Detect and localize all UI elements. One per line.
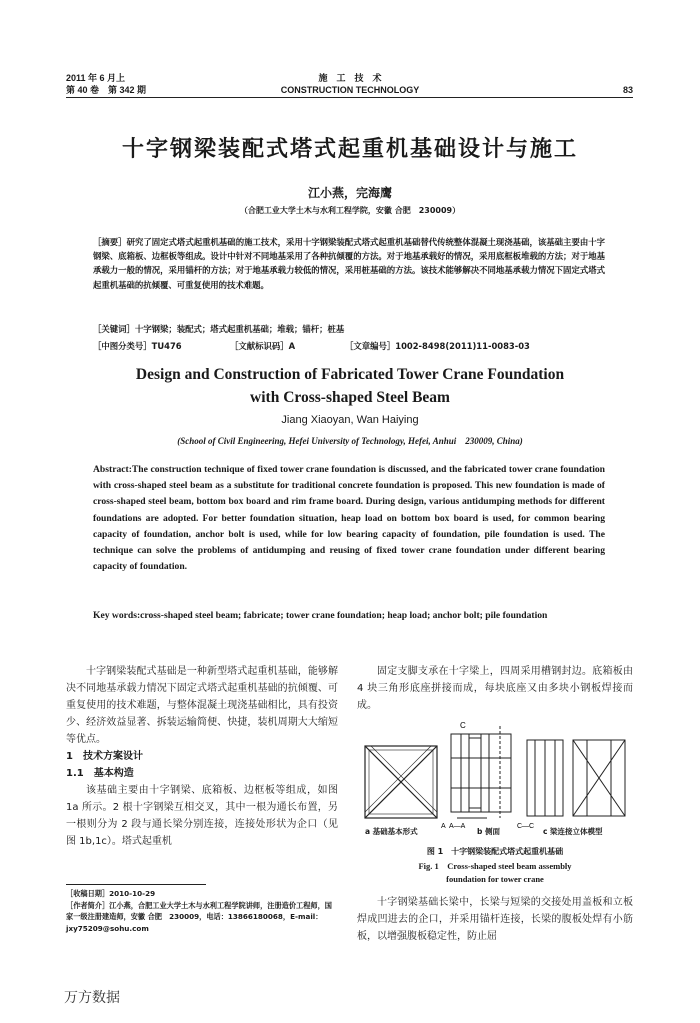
keywords-en-label: Key words: bbox=[93, 610, 141, 621]
figure-caption-en-1: Fig. 1 Cross-shaped steel beam assembly bbox=[418, 861, 572, 871]
body-right-paragraph-1: 固定支脚支承在十字梁上，四周采用槽钢封边。底箱板由 4 块三角形底座拼接而成，每块底座又由多块小钢板焊接而成。 bbox=[357, 666, 633, 711]
header-rule bbox=[66, 97, 633, 98]
mark-aa: A—A bbox=[449, 823, 466, 830]
figure-caption-cn: 图 1 十字钢梁装配式塔式起重机基础 bbox=[426, 847, 564, 856]
figure-caption-en-2: foundation for tower crane bbox=[446, 874, 544, 884]
header-volume: 第 40 卷 第 342 期 bbox=[66, 85, 147, 95]
keywords-en bbox=[93, 608, 605, 624]
keywords-cn: ［关键词］十字钢梁；装配式；塔式起重机基础；堆载；锚杆；桩基 bbox=[93, 324, 345, 334]
abstract-en-label: Abstract: bbox=[93, 464, 132, 475]
footnote-rule bbox=[66, 884, 206, 885]
body-paragraph-2: 该基础主要由十字钢梁、底箱板、边框板等组成，如图 1a 所示。2 根十字钢梁互相交叉，其中一根为通长布置，另一根则分为 2 段与通长梁分别连接，连接处形状为企口（见图 1b,1c）。塔式起重机 bbox=[66, 785, 338, 847]
body-intro: 十字钢梁装配式基础是一种新型塔式起重机基础，能够解决不同地基承载力情况下固定式塔式起重机基础的抗倾覆、可重复使用的技术难题，与整体混凝土现浇基础相比，具有投资少、经济效益显著、拆装运输简便、快捷，装机周期大大缩短等优点。 bbox=[66, 666, 338, 745]
page-number: 83 bbox=[622, 85, 633, 95]
abstract-en-text: The construction technique of fixed tower crane foundation is discussed, and the fabricated tower crane foundation with cross-shaped steel beam as a substitute for traditional concrete foundation is proposed. This new foundation is made of cross-shaped steel beam, bottom box board and rim frame board. During design, various antidumping methods for different foundations are adopted. For better foundation situation, heap load on bottom box board is used, for common bearing capacity of foundation, anchor bolt is used, while for low bearing capacity of foundation, pile foundation is used. The technique can solve the problems of antidumping and reusing of fixed tower crane foundation under different bearing capacity of foundation. bbox=[93, 464, 605, 573]
body-right-column bbox=[357, 663, 633, 714]
abstract-cn: ［摘要］研究了固定式塔式起重机基础的施工技术，采用十字钢梁装配式塔式起重机基础替代传统整体混凝土现浇基础，该基础主要由十字钢梁、底箱板、边框板等组成。设计中针对不同地基采用了各种抗倾覆的方法。对于地基承载好的情况，采用底框板堆载的方法；对于地基承载力一般的情况，采用锚杆的方法；对于地基承载力较低的情况，采用桩基础的方法。该技术能够解决不同地基承载力情况下固定式塔式起重机基础的抗倾覆、可重复使用的技术难题。 bbox=[93, 237, 605, 290]
footnote bbox=[66, 888, 338, 934]
figure-1c-model bbox=[527, 740, 625, 816]
authors-en: Jiang Xiaoyan, Wan Haiying bbox=[281, 414, 419, 426]
figure-1a-plan bbox=[365, 746, 437, 818]
watermark: 万方数据 bbox=[64, 990, 120, 1006]
body-right-paragraph-2-wrap bbox=[357, 894, 633, 945]
header-date: 2011 年 6 月上 bbox=[66, 73, 126, 83]
affiliation-cn: （合肥工业大学土木与水利工程学院，安徽 合肥 230009） bbox=[239, 206, 461, 215]
mark-c: C bbox=[460, 721, 466, 730]
footnote-author-info: ［作者简介］江小燕，合肥工业大学土木与水利工程学院讲师，注册造价工程师，国家一级注册建造师，安徽 合肥 230009，电话：13866180068，E-mail：jxy75209@sohu.com bbox=[66, 900, 332, 933]
section-heading-1-1: 1.1 基本构造 bbox=[66, 768, 134, 779]
title-en-line1: Design and Construction of Fabricated Tower Crane Foundation bbox=[135, 366, 565, 383]
abstract-en bbox=[93, 462, 605, 575]
header-journal-en: CONSTRUCTION TECHNOLOGY bbox=[280, 85, 420, 95]
footnote-received: ［收稿日期］2010-10-29 bbox=[66, 889, 156, 898]
figure-1b-side bbox=[451, 726, 511, 818]
figure-label-a: a 基础基本形式 bbox=[365, 827, 418, 836]
document-code: ［文献标识码］A bbox=[230, 341, 296, 351]
header-journal-cn: 施 工 技 术 bbox=[318, 73, 382, 83]
affiliation-en: (School of Civil Engineering, Hefei University of Technology, Hefei, Anhui 230009, China) bbox=[177, 436, 523, 446]
keywords-en-text: cross-shaped steel beam; fabricate; tower crane foundation; heap load; anchor bolt; pile foundation bbox=[140, 610, 548, 621]
section-heading-1: 1 技术方案设计 bbox=[66, 751, 143, 762]
classification-number: ［中图分类号］TU476 bbox=[93, 341, 182, 351]
body-left-column bbox=[66, 663, 338, 850]
authors-cn: 江小燕，完海鹰 bbox=[307, 186, 392, 200]
article-number: ［文章编号］1002-8498(2011)11-0083-03 bbox=[345, 341, 530, 351]
figure-label-c: c 梁连接立体模型 bbox=[543, 827, 603, 836]
mark-cc: C—C bbox=[517, 823, 535, 830]
figure-label-b: b 侧面 bbox=[477, 827, 500, 836]
title-en-line2: with Cross-shaped Steel Beam bbox=[250, 389, 450, 406]
mark-a: A bbox=[441, 823, 446, 830]
figure-1-diagram bbox=[357, 718, 633, 830]
body-right-paragraph-2: 十字钢梁基础长梁中，长梁与短梁的交接处用盖板和立板焊成凹进去的企口，并采用锚杆连接，长梁的腹板处焊有小筋板，以增强腹板稳定性，防止屈 bbox=[357, 897, 633, 942]
title-cn: 十字钢梁装配式塔式起重机基础设计与施工 bbox=[121, 136, 578, 162]
